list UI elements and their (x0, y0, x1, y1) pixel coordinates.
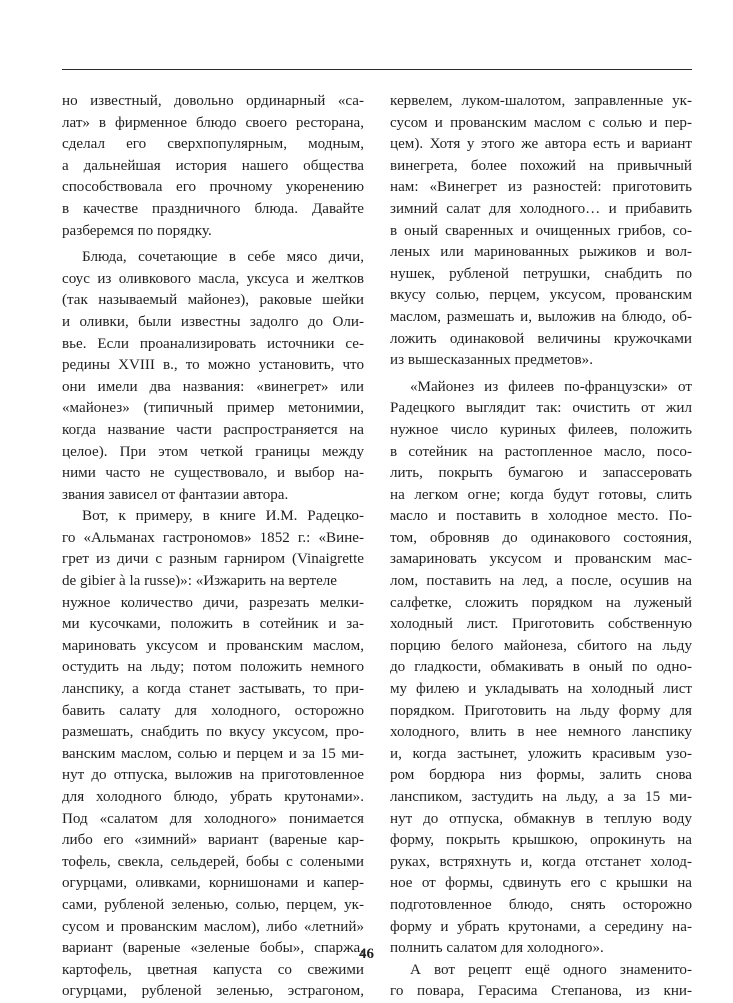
text-line: ложить одинаковой величины кружочками (390, 330, 692, 347)
text-line: холодного, влить в нее немного ланспику (390, 724, 692, 741)
text-line: Под «салатом для холодного» понимается (62, 810, 364, 827)
text-line: нужное количество дичи, разрезать мелки- (62, 594, 364, 611)
text-line: тофель, свекла, сельдерей, бобы с солеными (62, 853, 364, 870)
text-line: «Майонез из филеев по-французски» от (410, 378, 692, 395)
text-line: вариант (вареные «зеленые бобы», спаржа, (62, 940, 364, 957)
text-line: ланспиком, застудить на льду, а за 15 ми- (390, 789, 692, 805)
text-line: ванским маслом, солью и перцем и за 15 ми- (62, 745, 364, 762)
text-line: в оный сваренных и очищенных грибов, со- (390, 222, 692, 239)
text-line: соус из оливкового масла, уксуса и желтков (62, 270, 364, 287)
text-line: и оливки, были известны задолго до Оли- (62, 313, 364, 330)
text-line: но известный, довольно ординарный «са- (62, 93, 364, 109)
text-line: Вот, к примеру, в книге И.М. Радецко- (82, 508, 364, 525)
text-line: ними часто не существовало, и выбор на- (62, 465, 364, 482)
text-line: том, обровняв до одинакового состояния, (390, 529, 692, 546)
text-line: го повара, Герасима Степанова, из кни- (390, 983, 692, 1000)
text-line: ное от формы, сдвинуть его с крышки на (390, 875, 692, 892)
text-line: Радецкого выглядит так: очистить от жил (390, 400, 692, 417)
text-line: редины XVIII в., то можно установить, что (62, 357, 364, 374)
text-line: маслом, размешать и, выложив на блюдо, об- (390, 308, 692, 325)
text-line: му филею и укладывать на холодный лист (390, 681, 692, 698)
text-line: и, когда застынет, уложить красивым узо- (390, 745, 692, 762)
text-line: звания зависел от фантазии автора. (62, 486, 289, 503)
text-line: ром бордюра низ формы, залить снова (390, 767, 692, 784)
text-line: (так называемый майонез), раковые шейки (62, 292, 364, 309)
text-line: для холодного блюдо, убрать крутонами». (62, 789, 364, 805)
text-line: лат» в фирменное блюдо своего ресторана, (62, 114, 364, 131)
text-line: подготовленное блюдо, снять осторожно (390, 896, 692, 913)
text-line: лить, покрыть бумагою и запассеровать (390, 465, 692, 482)
text-line: руках, встряхнуть и, когда отстанет холод- (390, 853, 692, 870)
text-line: Блюда, сочетающие в себе мясо дичи, (82, 249, 364, 266)
text-line: А вот рецепт ещё одного знаменито- (410, 961, 692, 978)
text-line: нам: «Винегрет из разностей: приготовить (390, 179, 692, 196)
text-line: когда название части распространяется на (62, 421, 364, 438)
right-column (390, 91, 692, 1003)
text-line: а дальнейшая история нашего общества (62, 157, 364, 174)
page-number: 46 (359, 946, 374, 962)
text-line: ланспику, а когда станет застывать, то при- (62, 681, 364, 698)
text-line: либо его «зимний» вариант (вареные кар- (62, 832, 364, 849)
text-line: «майонез» (типичный пример метонимии, (62, 400, 364, 417)
text-line: го «Альманах гастрономов» 1852 г.: «Вине- (62, 529, 364, 546)
text-line: винегрета, более похожий на привычный (390, 157, 692, 174)
text-line: до гладкости, обмакивать в оный по одно- (390, 659, 692, 676)
text-line: de gibier à la russe)»: «Изжарить на вертеле (62, 573, 338, 590)
text-line: салфетке, сложить порядком на луженый (390, 594, 692, 611)
text-line: леных или маринованных рыжиков и вол- (390, 244, 692, 261)
text-line: порядком. Приготовить на льду форму для (390, 702, 692, 719)
text-line: способствовала его прочному укоренению (62, 179, 364, 196)
text-line: сусом и прованским маслом), либо «летний» (62, 918, 364, 935)
text-line: грет из дичи с разным гарниром (Vinaigrette (62, 551, 364, 568)
text-line: они имели два названия: «винегрет» или (62, 378, 364, 395)
text-line: ми кусочками, положить в сотейник и за- (62, 616, 364, 633)
text-line: огурцами, рубленой зеленью, эстрагоном, (62, 983, 364, 1000)
text-line: нужное число куриных филеев, положить (390, 421, 692, 438)
left-column (62, 91, 364, 1003)
text-line: вкусу солью, перцем, уксусом, прованским (390, 287, 692, 304)
text-line: цем). Хотя у этого же автора есть и вариант (390, 136, 692, 153)
text-line: полнить салатом для холодного». (390, 940, 604, 957)
text-line: нут до отпуска, обмакнув в теплую воду (390, 810, 692, 827)
text-line: порцию белого майонеза, сбитого на льду (390, 637, 692, 654)
header-rule (62, 69, 692, 70)
text-line: картофель, цветная капуста со свежими (62, 961, 364, 978)
text-line: бавить салату для холодного, осторожно (62, 702, 364, 719)
text-line: масло и поставить в холодное место. По- (390, 508, 692, 525)
text-line: огурцами, оливками, корнишонами и капер- (62, 875, 364, 892)
text-line: лом, поставить на лед, а после, осушив на (390, 573, 692, 590)
text-line: сами, рубленой зеленью, солью, перцем, ук- (62, 896, 364, 913)
text-line: разберемся по порядку. (62, 222, 212, 239)
text-line: в качестве праздничного блюда. Давайте (62, 200, 364, 217)
text-line: в сотейник на растопленное масло, посо- (390, 443, 692, 460)
text-line: вье. Если проанализировать источники се- (62, 335, 364, 352)
text-line: форму и убрать крутонами, а середину на- (390, 918, 692, 935)
text-line: холодный лист. Приготовить собственную (390, 616, 692, 633)
text-line: нут до отпуска, выложив на приготовленное (62, 767, 364, 784)
text-line: сделал его сверхпопулярным, модным, (62, 136, 364, 153)
text-line: на легком огне; когда будут готовы, слить (390, 486, 692, 503)
text-line: кервелем, луком-шалотом, заправленные ук- (390, 93, 692, 109)
text-line: нушек, рубленой петрушки, снабдить по (390, 265, 692, 282)
text-line: размешать, снабдить по вкусу уксусом, про- (62, 724, 364, 741)
text-line: замариновать уксусом и прованским мас- (390, 551, 692, 568)
text-line: зимний салат для холодного… и прибавить (390, 200, 692, 217)
text-line: мариновать уксусом и прованским маслом, (62, 637, 364, 654)
text-line: форму, покрыть крышкою, опрокинуть на (390, 832, 692, 849)
text-line: остудить на льду; потом положить немного (62, 659, 364, 676)
text-line: из вышесказанных предметов». (390, 352, 594, 369)
text-line: целое). При этом четкой границы между (62, 443, 364, 460)
text-line: сусом и прованским маслом с солью и пер- (390, 114, 692, 131)
